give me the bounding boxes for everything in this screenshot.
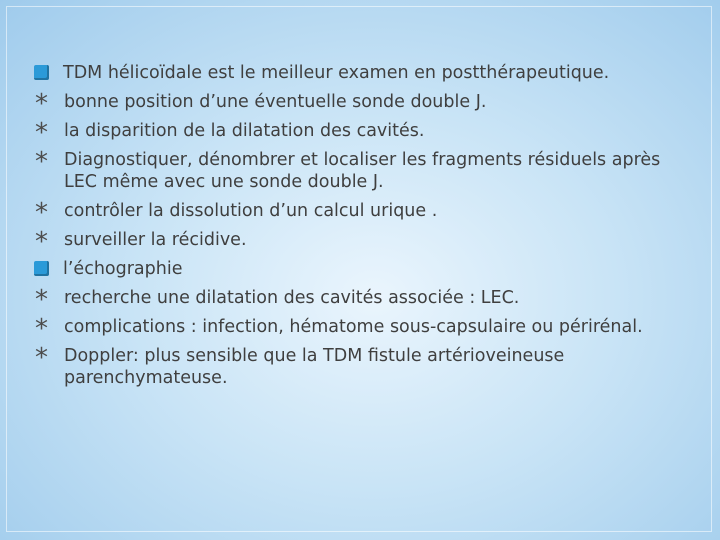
square-bullet-icon	[34, 261, 49, 276]
asterisk-bullet-icon: *	[35, 285, 48, 315]
asterisk-bullet-icon: *	[35, 314, 48, 344]
bullet-item-dissolution	[34, 198, 694, 228]
bullet-text: l’échographie	[63, 259, 183, 279]
bullet-text: Doppler: plus sensible que la TDM fistule artérioveineuse parenchymateuse.	[64, 346, 565, 388]
asterisk-bullet-icon: *	[35, 198, 48, 228]
asterisk-bullet-icon: *	[35, 89, 48, 119]
bullet-text: la disparition de la dilatation des cavités.	[64, 121, 425, 141]
square-bullet-icon	[34, 65, 49, 80]
bullet-item-complications	[34, 314, 694, 344]
bullet-text: bonne position d’une éventuelle sonde double J.	[64, 92, 487, 112]
asterisk-bullet-icon: *	[35, 118, 48, 148]
bullet-text: contrôler la dissolution d’un calcul urique .	[64, 201, 438, 221]
bullet-item-sonde	[34, 89, 694, 119]
bullet-item-tdm	[34, 62, 694, 84]
bullet-text: Diagnostiquer, dénombrer et localiser les fragments résiduels après LEC même avec une sonde double J.	[64, 150, 661, 192]
bullet-text: complications : infection, hématome sous-capsulaire ou périrénal.	[64, 317, 643, 337]
bullet-item-recidive	[34, 227, 694, 257]
asterisk-bullet-icon: *	[35, 343, 48, 373]
bullet-item-recherche	[34, 285, 694, 315]
slide-content	[34, 62, 694, 396]
bullet-text: surveiller la récidive.	[64, 230, 247, 250]
bullet-item-echographie	[34, 258, 694, 280]
bullet-item-doppler	[34, 345, 694, 389]
bullet-text: recherche une dilatation des cavités associée : LEC.	[64, 288, 520, 308]
asterisk-bullet-icon: *	[35, 227, 48, 257]
bullet-text: TDM hélicoïdale est le meilleur examen en postthérapeutique.	[63, 63, 610, 83]
bullet-item-dilatation	[34, 118, 694, 148]
asterisk-bullet-icon: *	[35, 147, 48, 177]
bullet-item-diagnostiquer	[34, 149, 694, 193]
